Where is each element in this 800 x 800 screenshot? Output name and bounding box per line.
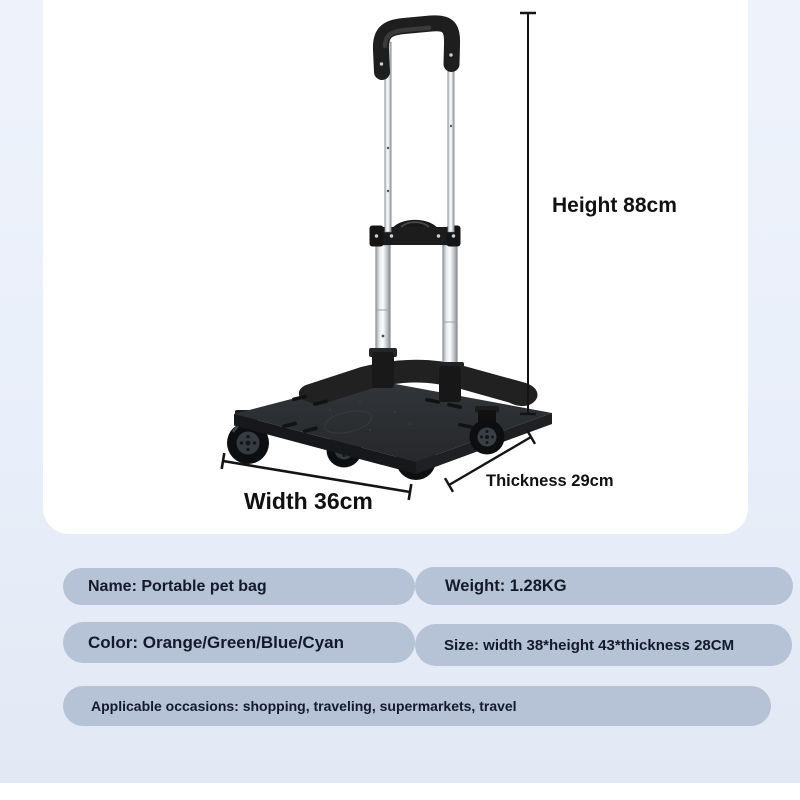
spec-pill-name: Name: Portable pet bag [63, 568, 415, 605]
thickness-dimension-label: Thickness 29cm [486, 472, 614, 490]
spec-pill-weight: Weight: 1.28KG [415, 567, 793, 605]
spec-pill-occasions: Applicable occasions: shopping, traveling, supermarkets, travel [63, 686, 771, 726]
height-dimension-line [520, 13, 536, 414]
width-dimension-label: Width 36cm [244, 488, 373, 514]
spec-pill-color: Color: Orange/Green/Blue/Cyan [63, 622, 415, 663]
locking-bracket [370, 220, 461, 247]
spec-pill-size: Size: width 38*height 43*thickness 28CM [415, 624, 792, 666]
height-dimension-label: Height 88cm [552, 194, 677, 217]
